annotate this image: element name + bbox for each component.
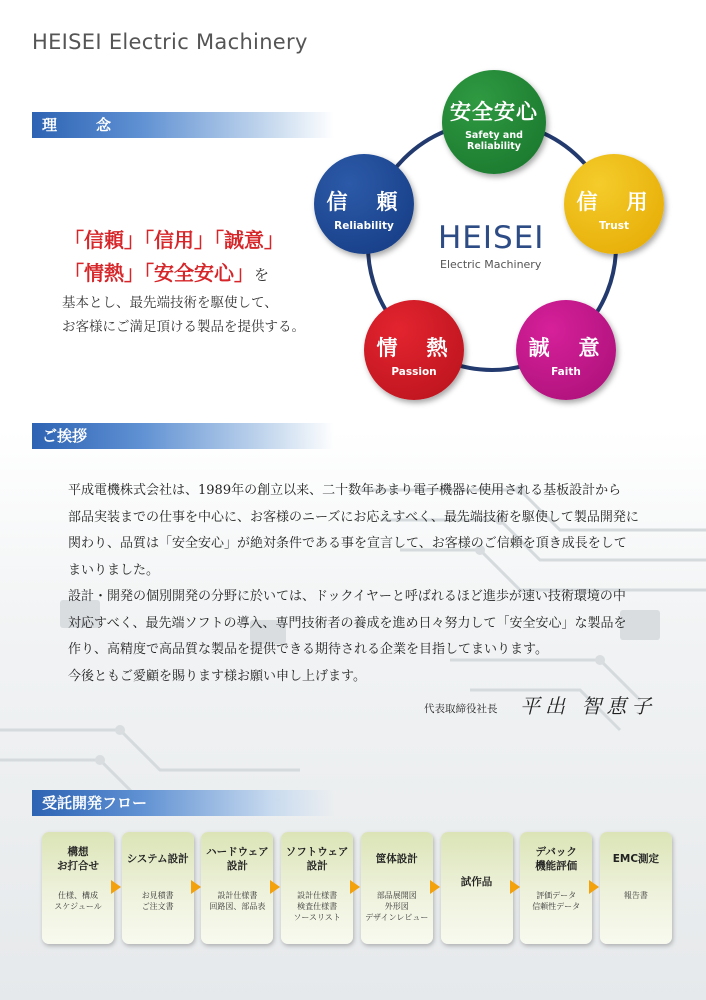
values-line-2: 「情熱」「安全安心」 bbox=[64, 261, 254, 285]
flow-step bbox=[201, 832, 273, 944]
greeting-line: 対応すべく、最先端ソフトの導入、専門技術者の養成を進め日々努力して「安全安心」な製品を bbox=[68, 615, 627, 631]
ceo-signature: 平出 智恵子 bbox=[520, 694, 657, 718]
value-trust-jp: 信 用 bbox=[576, 189, 652, 214]
flow-step bbox=[42, 832, 114, 944]
center-logo-subtitle: Electric Machinery bbox=[440, 258, 542, 271]
flow-step bbox=[361, 832, 433, 944]
value-circle-passion bbox=[364, 300, 464, 400]
value-reliability-en: Reliability bbox=[334, 220, 394, 232]
flow-arrow-icon bbox=[430, 880, 440, 894]
value-trust-en: Trust bbox=[599, 220, 629, 232]
values-line-1: 「信頼」「信用」「誠意」 bbox=[64, 228, 284, 252]
flow-step-title: EMC測定 bbox=[612, 853, 660, 865]
flow-step bbox=[122, 832, 194, 944]
section-philosophy: 理 念 bbox=[32, 112, 334, 138]
flow-step-description: 報告書 bbox=[623, 891, 648, 900]
greeting-line: 設計・開発の個別開発の分野に於いては、ドックイヤーと呼ばれるほど進歩が速い技術環境の中 bbox=[68, 589, 626, 604]
greeting-line: 関わり、品質は「安全安心」が絶対条件である事を宣言して、お客様のご信頼を頂き成長をして bbox=[68, 536, 627, 551]
greeting-text bbox=[68, 478, 660, 690]
greeting-line: 作り、高精度で高品質な製品を提供できる期待される企業を目指してまいります。 bbox=[68, 642, 548, 657]
value-circle-faith bbox=[516, 300, 616, 400]
greeting-line: まいりました。 bbox=[68, 562, 160, 578]
flow-step-title: ハードウェア 設計 bbox=[206, 846, 269, 872]
value-faith-jp: 誠 意 bbox=[528, 335, 604, 360]
flow-step bbox=[441, 832, 513, 944]
flow-arrow-icon bbox=[510, 880, 520, 894]
flow-step bbox=[281, 832, 353, 944]
greeting-line: 部品実装までの仕事を中心に、お客様のニーズにお応えすべく、最先端技術を駆使して製品開発に bbox=[68, 509, 639, 525]
value-circle-trust bbox=[564, 154, 664, 254]
greeting-line: 今後ともご愛顧を賜ります様お願い申し上げます。 bbox=[68, 668, 366, 684]
flow-arrow-icon bbox=[350, 880, 360, 894]
value-circle-safety bbox=[442, 70, 546, 174]
flow-step-description: 設計仕様書 回路図、部品表 bbox=[209, 891, 266, 911]
flow-step bbox=[520, 832, 592, 944]
greeting-line: 平成電機株式会社は、1989年の創立以来、二十数年あまり電子機器に使用される基板設計から bbox=[68, 483, 622, 498]
flow-step-description: 設計仕様書 検査仕様書 ソースリスト bbox=[293, 891, 341, 922]
development-flow bbox=[42, 832, 682, 947]
value-passion-en: Passion bbox=[391, 366, 437, 378]
flow-step-title: ソフトウェア 設計 bbox=[285, 846, 349, 872]
ceo-title: 代表取締役社長 bbox=[424, 703, 498, 715]
section-development-flow: 受託開発フロー bbox=[32, 790, 334, 816]
flow-step-title: デバック 機能評価 bbox=[535, 846, 578, 872]
flow-step-description: お見積書 ご注文書 bbox=[141, 891, 174, 911]
flow-step-description: 部品展開図 外形図 デザインレビュー bbox=[365, 891, 429, 922]
value-safety-jp: 安全安心 bbox=[450, 99, 538, 124]
section-greeting: ご挨拶 bbox=[32, 423, 334, 449]
value-circle-reliability bbox=[314, 154, 414, 254]
flow-step-title: システム設計 bbox=[126, 853, 189, 865]
flow-step-description: 仕様、構成 スケジュール bbox=[54, 891, 102, 911]
value-reliability-jp: 信 頼 bbox=[326, 189, 402, 214]
philosophy-line-1: 基本とし、最先端技術を駆使して、 bbox=[62, 295, 278, 311]
philosophy-line-2: お客様にご満足頂ける製品を提供する。 bbox=[62, 319, 305, 335]
value-faith-en: Faith bbox=[551, 366, 581, 378]
value-safety-en: Safety and Reliability bbox=[465, 130, 523, 152]
brand-name: HEISEI Electric Machinery bbox=[32, 30, 308, 54]
flow-step-title: 構想 お打合せ bbox=[57, 846, 99, 872]
flow-arrow-icon bbox=[270, 880, 280, 894]
flow-arrow-icon bbox=[111, 880, 121, 894]
values-line-2-suffix: を bbox=[254, 266, 270, 284]
value-passion-jp: 情 熱 bbox=[376, 335, 452, 360]
flow-step-title: 試作品 bbox=[460, 876, 493, 888]
flow-step bbox=[600, 832, 672, 944]
flow-arrow-icon bbox=[191, 880, 201, 894]
flow-step-description: 評価データ 信頼性データ bbox=[532, 891, 581, 911]
flow-step-title: 筐体設計 bbox=[375, 853, 418, 865]
center-logo-heisei: HEISEI bbox=[438, 220, 545, 256]
flow-arrow-icon bbox=[589, 880, 599, 894]
